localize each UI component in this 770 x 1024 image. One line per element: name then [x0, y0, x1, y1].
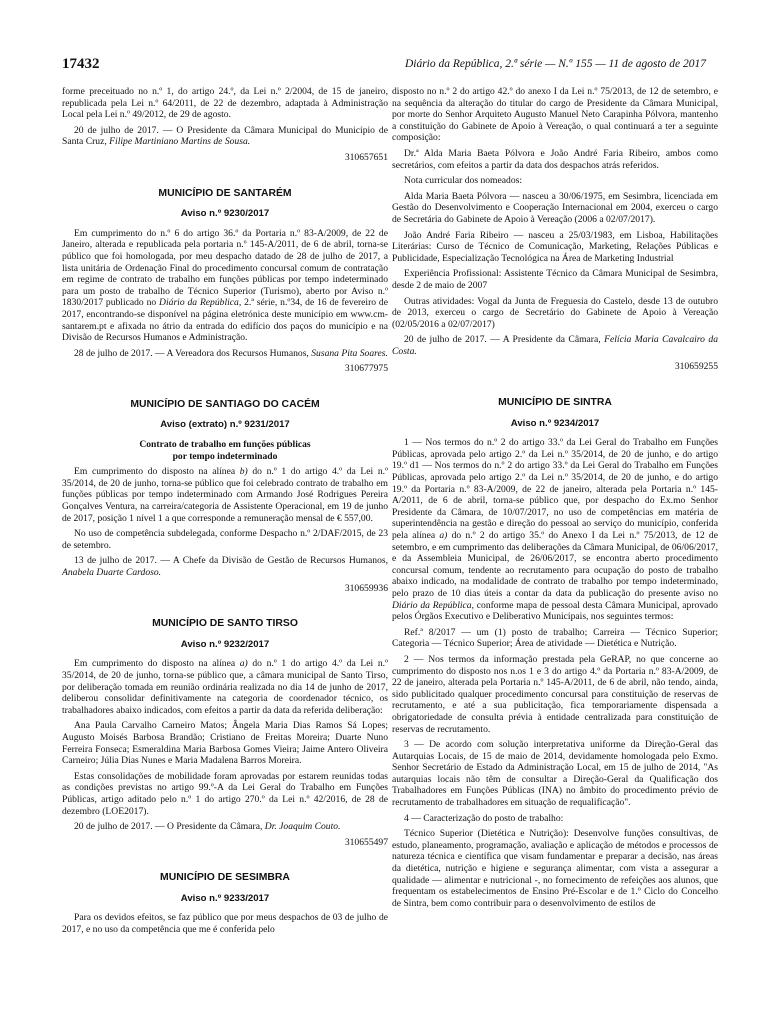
- paragraph: disposto no n.º 2 do artigo 42.º do anexo I da Lei n.º 75/2013, de 12 de setembro, e na sequência da alteração do titular do cargo de Presidente da Câmara Municipal, por morte do Senhor Arquiteto Augusto Manuel Neto Carapinha Pólvora, mantenho a constituição do Gabinete de Apoio à Vereação, o qual continuará a ter a seguinte composição:: [392, 86, 718, 144]
- text: 2.ª série, n.º34, de 16 de fevereiro de 2017, encontrando-se disponível na página eletrónica deste município em www.cm-santarem.pt e afixada no átrio da entrada do edifício dos paços do município e na Divisão de Recursos Humanos e Administração.: [62, 297, 388, 344]
- signatory-name: Anabela Duarte Cardoso.: [62, 567, 162, 578]
- section-title-sintra: MUNICÍPIO DE SINTRA: [498, 397, 612, 409]
- reference-number: 310677975: [344, 363, 388, 375]
- signatory-name: Dr. Joaquim Couto.: [264, 821, 341, 833]
- reference-number: 310659936: [344, 582, 388, 594]
- paragraph: Outras atividades: Vogal da Junta de Freguesia do Castelo, desde 13 de outubro de 2013, exerceu o cargo de Secretário do Gabinete de Apoio à Vereação (02/05/2016 a 02/07/2017): [392, 295, 718, 330]
- signature-text: 20 de julho de 2017. — O Presidente da Câmara Municipal do Município de Santa Cruz,: [62, 124, 388, 148]
- section-title-santo-tirso: MUNICÍPIO DE SANTO TIRSO: [152, 618, 298, 630]
- signature-paragraph: [62, 348, 388, 360]
- paragraph: Experiência Profissional: Assistente Técnico da Câmara Municipal de Sesimbra, desde 2 de maio de 2007: [392, 268, 718, 291]
- paragraph: [392, 437, 718, 623]
- left-column: [62, 86, 388, 940]
- subtitle-line: por tempo indeterminado: [172, 450, 278, 462]
- text: Em cumprimento do disposto na alínea: [74, 466, 236, 478]
- clause-letter: a): [239, 658, 248, 670]
- paragraph: [62, 658, 388, 716]
- page-number: 17432: [62, 56, 100, 72]
- text: do n.º 1 do artigo 4.º da Lei n.º 35/2014, de 20 de junho, torna-se público que, a câmara municipal de Santo Tirso, por deliberação tomada em reunião ordinária realizada no dia 14 de junho de 2017, deliberou consolidar definitivamente na categoria de coordenador técnico, os trabalhadores abaixo indicados, com efeitos a partir da data da referida deliberação:: [62, 658, 388, 716]
- section-title-santarem: MUNICÍPIO DE SANTARÉM: [158, 187, 292, 199]
- paragraph: Alda Maria Baeta Pólvora — nasceu a 30/06/1975, em Sesimbra, licenciada em Gestão do Desenvolvimento e Cooperação Internacional em 2004, exerceu o cargo de Secretária do Gabinete de Apoio à Vereação (2006 a 02/07/2017).: [392, 190, 718, 225]
- text: do n.º 2 do artigo 35.º do Anexo I da Lei n.º 75/2013, de 12 de setembro, e em cumprimento das deliberações da Câmara Municipal, de 06/06/2017, e da Assembleia Municipal, de 26/06/2017, se encontra aberto procedimento concursal comum, tendente ao recrutamento para ocupação do posto de trabalho abaixo indicado, na modalidade de contrato de trabalho por tempo indeterminado, pelo prazo de 10 dias úteis a contar da data da publicação do presente aviso no: [392, 530, 718, 599]
- signature-text: 13 de julho de 2017. — A Chefe da Divisão de Gestão de Recursos Humanos,: [74, 555, 388, 567]
- journal-title: Diário da República, 2.ª série — N.º 155 — 11 de agosto de 2017: [404, 58, 706, 70]
- paragraph: 2 — Nos termos da informação prestada pela GeRAP, no que concerne ao cumprimento do disposto nos n.os 1 e 3 do artigo 4.º da Portaria n.º 83-A/2009, de 22 de janeiro, alterada pela Portaria n.º 145-A/2011, de 6 de abril, não tendo, ainda, sido publicitado qualquer procedimento concursal para constituição de reservas de recrutamento, e até a sua publicitação, fica temporariamente dispensada a obrigatoriedade de consulta prévia à entidade centralizada para constituição de reservas de recrutamento.: [392, 653, 718, 735]
- paragraph: 3 — De acordo com solução interpretativa uniforme da Direção-Geral das Autarquias Locais, de 15 de maio de 2014, devidamente homologada pelo Exmo. Senhor Secretário de Estado da Administração Local, em 15 de julho de 2014, "As autarquias locais não têm de consultar a Direção-Geral da Qualificação dos Trabalhadores em Funções Públicas (INA) no âmbito do procedimento prévio de recrutamento de trabalhadores em situação de requalificação".: [392, 739, 718, 809]
- journal-ref: Diário da República,: [159, 297, 242, 309]
- paragraph: Para os devidos efeitos, se faz público que por meus despachos de 03 de julho de 2017, e no uso da competência que me é conferida pelo: [62, 912, 388, 936]
- subtitle-line: Contrato de trabalho em funções públicas: [139, 439, 311, 451]
- notice-title: Aviso (extrato) n.º 9231/2017: [160, 419, 290, 431]
- text: Em cumprimento do disposto na alínea: [74, 658, 236, 670]
- paragraph: João André Faria Ribeiro — nasceu a 25/03/1983, em Lisboa, Habilitações Literárias: Curso de Técnico de Comunicação, Marketing, Relações Públicas e Publicidade, Especialização Tecnológica na Área de Marketing Industrial: [392, 229, 718, 264]
- reference-number: 310659255: [674, 361, 718, 373]
- reference-number: 310657651: [344, 151, 388, 163]
- text: conforme mapa de pessoal desta Câmara Municipal, aprovado pelos Órgãos Executivo e Deliberativo Municipais, nos seguintes termos:: [392, 599, 718, 623]
- paragraph: [62, 228, 388, 344]
- signatory-name: Susana Pita Soares.: [311, 347, 388, 359]
- signature-paragraph: [62, 125, 388, 148]
- right-column: [392, 86, 718, 913]
- journal-ref: Diário da República,: [392, 599, 474, 611]
- notice-title: Aviso n.º 9234/2017: [510, 417, 600, 429]
- section-title-sesimbra: MUNICÍPIO DE SESIMBRA: [160, 872, 290, 884]
- paragraph: 4 — Caracterização do posto de trabalho:: [404, 812, 564, 824]
- paragraph: Nota curricular dos nomeados:: [404, 175, 523, 187]
- paragraph: [62, 466, 388, 524]
- signatory-name: Felícia Maria Cavalcairo da Costa.: [392, 334, 718, 357]
- notice-subtitle: [62, 439, 388, 462]
- paragraph: Ana Paula Carvalho Carneiro Matos; Ângela Maria Dias Ramos Sá Lopes; Augusto Moisés Barbosa Brandão; Cristiano de Freitas Moreira; Duarte Nuno Ferreira Fonseca; Esmeraldina Maria Barbosa Gomes Vieira; Jaime Antero Oliveira Carneiro; Júlia Dias Nunes e Maria Madalena Barros Moreira.: [62, 720, 388, 767]
- clause-letter: a): [439, 530, 448, 541]
- text: Em cumprimento do n.º 6 do artigo 36.º da Portaria n.º 83-A/2009, de 22 de Janeiro, alterada e republicada pela portaria n.º 145-A/2011, de 6 de abril, torna-se público que foi homologada, por meu despacho datado de 28 de julho de 2017, a lista unitária de Ordenação Final do procedimento concursal comum de contratação em regime de contrato de trabalho em funções públicas por tempo indeterminado para um posto de trabalho de Técnico Superior (Turismo), aberto por Aviso n.º 1830/2017 publicado no: [62, 227, 388, 309]
- notice-title: Aviso n.º 9230/2017: [180, 208, 270, 220]
- notice-title: Aviso n.º 9233/2017: [180, 892, 270, 904]
- signature-text: 20 de julho de 2017. — A Presidente da Câmara,: [404, 334, 601, 346]
- signature-text: 20 de julho de 2017. — O Presidente da Câmara,: [74, 821, 263, 833]
- paragraph: Estas consolidações de mobilidade foram aprovadas por estarem reunidas todas as condições previstas no artigo 99.º-A da Lei Geral do Trabalho em Funções Públicas, artigo aditado pelo n.º 1 do artigo 270.º da Lei n.º 42/2016, de 28 de dezembro (LOE2017).: [62, 770, 388, 817]
- reference-number: 310655497: [344, 836, 388, 848]
- text: 1 — Nos termos do n.º 2 do artigo 33.º da Lei Geral do Trabalho em Funções Públicas, aprovada pelo artigo 2.º da Lei n.º 35/2014, de 20 de junho, e do artigo 19.º d1 — Nos termos do n.º 2 do artigo 33.º da Lei Geral do Trabalho em Funções Públicas, aprovada pelo artigo 2.º da Lei n.º 35/2014, de 20 de junho, e do artigo 19.º da Portaria n.º 83-A/2009, de 22 de janeiro, alterada pela Portaria n.º 145-A/2011, de 6 de abril, torna-se público que, por despacho do Ex.mo Senhor Presidente da Câmara, de 10/07/2017, no uso de competências em matéria de superintendência na gestão e direção do pessoal ao serviço do município, conferida pela alínea: [392, 437, 718, 541]
- signature-paragraph: [62, 821, 388, 833]
- signature-paragraph: [62, 555, 388, 578]
- paragraph: Dr.ª Alda Maria Baeta Pólvora e João André Faria Ribeiro, ambos como secretários, com efeitos a partir da data dos despachos atrás referidos.: [392, 147, 718, 171]
- text: do n.º 1 do artigo 4.º da Lei n.º 35/2014, de 20 de junho, torna-se público que foi celebrado contrato de trabalho em funções públicas por tempo indeterminado com Armando José Rodrigues Pereira Gonçalves Ventura, na carreira/categoria de Assistente Operacional, em 19 de junho de 2017, posição 1 nível 1 a que corresponde a remuneração mensal de € 557,00.: [62, 466, 388, 524]
- paragraph: Ref.ª 8/2017 — um (1) posto de trabalho; Carreira — Técnico Superior; Categoria — Técnico Superior; Área de atividade — Dietética e Nutrição.: [392, 626, 718, 650]
- section-title-santiago: MUNICÍPIO DE SANTIAGO DO CACÉM: [130, 398, 320, 410]
- paragraph: Técnico Superior (Dietética e Nutrição): Desenvolve funções consultivas, de estudo, planeamento, programação, avaliação e aplicação de métodos e processos de natureza técnica e científica que visam fundamentar e preparar a decisão, nas áreas da dietética, nutrição e higiene e segurança alimentar, com vista a assegurar a qualidade — alimentar e nutricional -, no fornecimento de refeições aos alunos, que frequentam os estabelecimentos de Ensino Pré-Escolar e de 1.º Ciclo do Concelho de Sintra, bem como contribuir para o desenvolvimento de estilos de: [392, 828, 718, 909]
- signatory-name: Filipe Martiniano Martins de Sousa.: [109, 136, 251, 148]
- paragraph: No uso de competência subdelegada, conforme Despacho n.º 2/DAF/2015, de 23 de setembro.: [62, 528, 388, 551]
- notice-title: Aviso n.º 9232/2017: [180, 638, 270, 650]
- signature-paragraph: [392, 334, 718, 357]
- paragraph: forme preceituado no n.º 1, do artigo 24.º, da Lei n.º 2/2004, de 15 de janeiro, republicada pela Lei n.º 64/2011, de 22 de dezembro, adaptada à Administração Local pela Lei n.º 49/2012, de 29 de agosto.: [62, 86, 388, 121]
- clause-letter: b): [239, 466, 248, 478]
- signature-text: 28 de julho de 2017. — A Vereadora dos Recursos Humanos,: [74, 347, 309, 359]
